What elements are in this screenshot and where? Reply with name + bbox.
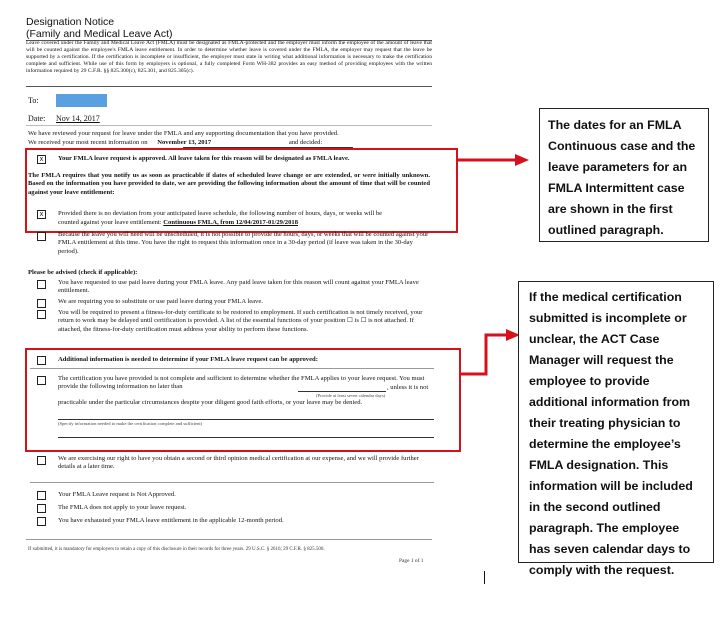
adv2-text: We are requiring you to substitute or use paid leave during your FMLA leave. bbox=[58, 298, 263, 305]
bottom-rule-2 bbox=[26, 539, 432, 540]
specify-line-2[interactable] bbox=[58, 437, 434, 438]
arrow-1 bbox=[455, 140, 535, 180]
annotation-note-2: If the medical certification submitted is incomplete or unclear, the ACT Case Manager will request the employee to provide additional information from their treating physician to determine the employee’s FMLA designation. This information will be included in the second outlined paragraph. The employee has seven calendar days to comply with the request. bbox=[518, 281, 714, 563]
adv2-checkbox[interactable] bbox=[37, 299, 46, 308]
footer-text: If submitted, it is mandatory for employers to retain a copy of this disclosure in their records for three years. 29 U.S.C. § 2616; 29 C.F.R. § 825.500. bbox=[28, 547, 325, 552]
not-apply-text: The FMLA does not apply to your leave request. bbox=[58, 504, 187, 511]
not-approved-checkbox[interactable] bbox=[37, 491, 46, 500]
intro-rule bbox=[26, 86, 432, 87]
date-label: Date: bbox=[28, 114, 46, 123]
date-value: Nov 14, 2017 bbox=[56, 114, 100, 123]
to-label: To: bbox=[28, 96, 39, 105]
cert-tiny-note: (Provide at least seven calendar days) bbox=[316, 393, 386, 398]
advised-heading: Please be advised (check if applicable): bbox=[28, 269, 138, 276]
addl-rule bbox=[30, 368, 434, 369]
cert-checkbox[interactable] bbox=[37, 376, 46, 385]
arrow-2-shaft bbox=[459, 335, 507, 374]
title-line-2: (Family and Medical Leave Act) bbox=[26, 28, 173, 40]
not-apply-checkbox[interactable] bbox=[37, 504, 46, 513]
cert-date-line[interactable] bbox=[298, 391, 386, 392]
adv3-text: You will be required to present a fitness-for-duty certificate to be restored to employment. If such certification is not timely received, your return to work may be delayed until certification is provided. A list of the essential functions of your position ☐ is ☐ is not attached. If attached, the fitness-for-duty certification must address your ability to perform these functions. bbox=[58, 309, 423, 333]
specify-line-1[interactable] bbox=[58, 419, 434, 420]
bottom-rule-1 bbox=[30, 482, 434, 483]
date-rule bbox=[26, 125, 432, 126]
annotation-note-1: The dates for an FMLA Continuous case and the leave parameters for an FMLA Intermittent case are shown in the first outlined paragraph. bbox=[539, 108, 709, 242]
arrow-1-head bbox=[515, 154, 529, 166]
deviation-value: Continuous FMLA, from 12/04/2017-01/29/2018 bbox=[163, 219, 298, 226]
adv3-checkbox[interactable] bbox=[37, 310, 46, 319]
exhausted-checkbox[interactable] bbox=[37, 517, 46, 526]
outline-box-1 bbox=[25, 148, 458, 233]
cert-text-c: practicable under the particular circumstances despite your diligent good faith efforts, or your leave may be denied. bbox=[58, 399, 363, 406]
intro-paragraph: Leave covered under the Family and Medical Leave Act (FMLA) must be designated as FMLA-protected and the employer must inform the employee of the amount of leave that will be counted against the employee's FMLA leave entitlement. In order to determine whether leave is covered under the FMLA, the employer may request that the leave be supported by a certification. If the certification is incomplete or insufficient, the employer must state in writing what additional information is necessary to make the certification complete and sufficient. While use of this form by employers is optional, a fully completed Form WH-382 provides an easy method of providing employees with the written information required by 29 C.F.R. §§ 825.300(c), 825.301, and 825.305(c). bbox=[26, 40, 432, 74]
form-title bbox=[26, 16, 172, 40]
adv1-checkbox[interactable] bbox=[37, 280, 46, 289]
unscheduled-checkbox[interactable] bbox=[37, 232, 46, 241]
adv1-text: You have requested to use paid leave during your FMLA leave. Any paid leave taken for this reason will count against your FMLA leave entitlement. bbox=[58, 279, 419, 295]
received-date: November 13, 2017 bbox=[157, 139, 212, 146]
notify-paragraph: The FMLA requires that you notify us as soon as practicable if dates of scheduled leave change or are extended, or were initially unknown. Based on the information you have provided to date, we are providing the following information about the amount of time that will be counted against your leave entitlement: bbox=[28, 172, 430, 196]
arrow-2 bbox=[457, 326, 527, 386]
redacted-recipient bbox=[56, 94, 107, 107]
page-number: Page 1 of 1 bbox=[399, 558, 424, 564]
received-prefix: We received your most recent information on bbox=[28, 139, 148, 146]
second-opinion-text: We are exercising our right to have you obtain a second or third opinion medical certification at our expense, and we will provide further details at a later time. bbox=[58, 455, 419, 471]
not-approved-text: Your FMLA Leave request is Not Approved. bbox=[58, 491, 176, 498]
title-line-1: Designation Notice bbox=[26, 16, 115, 28]
deviation-checkbox[interactable]: x bbox=[37, 210, 46, 219]
reviewed-line: We have reviewed your request for leave under the FMLA and any supporting documentation that you have provided. bbox=[28, 130, 339, 137]
second-opinion-checkbox[interactable] bbox=[37, 456, 46, 465]
approved-checkbox[interactable]: x bbox=[37, 155, 46, 164]
addl-header: Additional information is needed to determine if your FMLA leave request can be approved: bbox=[58, 356, 318, 363]
exhausted-text: You have exhausted your FMLA leave entitlement in the applicable 12-month period. bbox=[58, 517, 284, 524]
deviation-label: counted against your leave entitlement: bbox=[58, 219, 162, 226]
received-suffix: and decided: bbox=[288, 139, 323, 146]
specify-note: (Specify information needed to make the certification complete and sufficient) bbox=[58, 421, 203, 426]
deviation-line-a: Provided there is no deviation from your anticipated leave schedule, the following number of hours, days, or weeks will be bbox=[58, 210, 383, 217]
text-cursor bbox=[484, 571, 485, 584]
unscheduled-text: Because the leave you will need will be unscheduled, it is not possible to provide the hours, days, or weeks that will be counted against your FMLA entitlement at this time. You have the right to request this information once in a 30-day period (if leave was taken in the 30-day period). bbox=[58, 231, 429, 255]
cert-text-a: The certification you have provided is not complete and sufficient to determine whether the FMLA applies to your leave request. You must provide the following information no later than bbox=[58, 375, 425, 391]
approved-text: Your FMLA leave request is approved. All leave taken for this reason will be designated as FMLA leave. bbox=[58, 155, 350, 162]
cert-text-b: , unless it is not bbox=[387, 384, 429, 391]
addl-checkbox[interactable] bbox=[37, 356, 46, 365]
